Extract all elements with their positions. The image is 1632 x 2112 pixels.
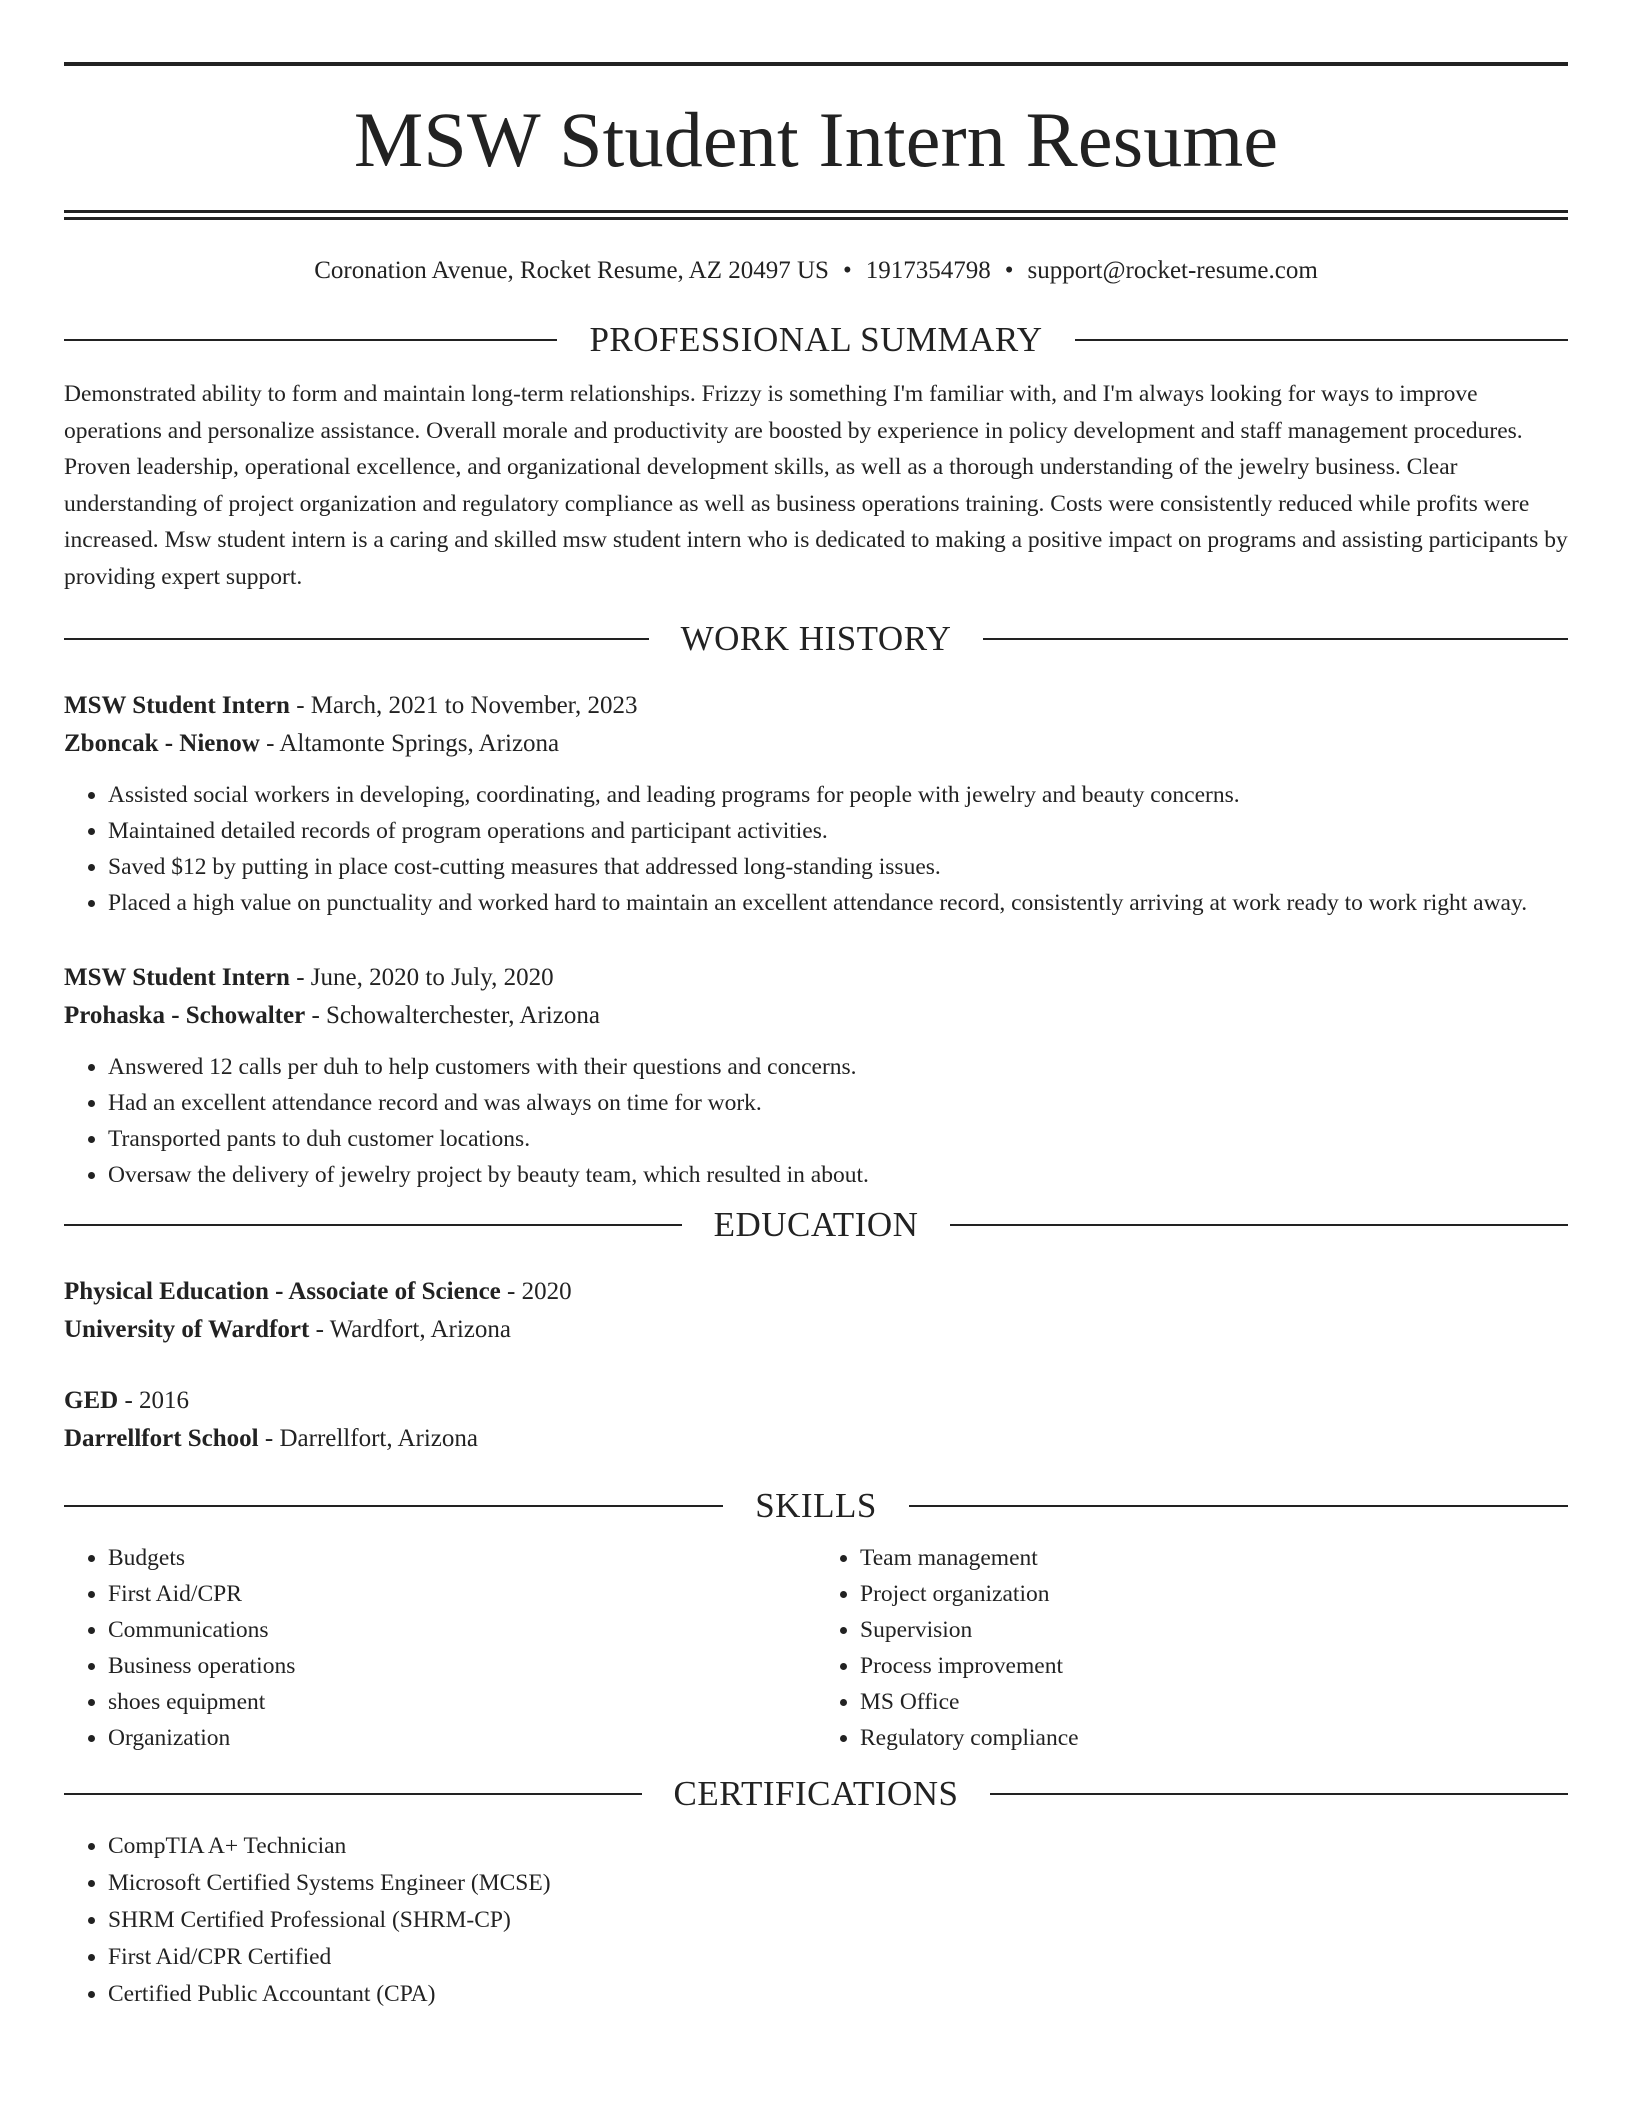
top-rule — [64, 62, 1568, 66]
job-title-line — [64, 687, 1568, 725]
skill-item: • Budgets — [108, 1540, 816, 1576]
skill-item: • Communications — [108, 1612, 816, 1648]
contact-email: support@rocket-resume.com — [1027, 257, 1318, 284]
job-bullet: • Assisted social workers in developing, coordinating, and leading programs for people with jewelry and beauty concerns. — [108, 777, 1568, 813]
education-degree: Physical Education - Associate of Science — [64, 1278, 501, 1305]
education-entry — [64, 1382, 1568, 1458]
heading-rule — [64, 1793, 642, 1795]
skill-item: • Supervision — [860, 1612, 1568, 1648]
job-bullet: • Maintained detailed records of program operations and participant activities. — [108, 813, 1568, 849]
education-school-line — [64, 1420, 1568, 1458]
education-location: - Wardfort, Arizona — [309, 1316, 511, 1343]
education-entry — [64, 1273, 1568, 1349]
section-heading-label: WORK HISTORY — [680, 619, 952, 658]
certification-item: • First Aid/CPR Certified — [108, 1939, 1568, 1976]
education-degree-line — [64, 1382, 1568, 1420]
heading-rule — [64, 339, 557, 341]
section-heading-label: PROFESSIONAL SUMMARY — [589, 320, 1043, 359]
job-entry — [64, 687, 1568, 921]
education-school: Darrellfort School — [64, 1425, 259, 1452]
job-company-line — [64, 725, 1568, 763]
skills-columns — [64, 1540, 1568, 1756]
job-bullets — [64, 777, 1568, 921]
job-location: - Schowalterchester, Arizona — [305, 1002, 600, 1029]
section-heading-summary — [64, 318, 1568, 362]
education-degree-line — [64, 1273, 1568, 1311]
heading-rule — [64, 1505, 723, 1507]
job-dates: - March, 2021 to November, 2023 — [289, 692, 638, 719]
contact-separator: • — [842, 257, 852, 284]
heading-rule — [64, 638, 649, 640]
job-bullet: • Oversaw the delivery of jewelry project by beauty team, which resulted in about. — [108, 1157, 1568, 1193]
job-company-line — [64, 997, 1568, 1035]
section-heading-label: SKILLS — [755, 1486, 877, 1525]
job-bullet: • Had an excellent attendance record and was always on time for work. — [108, 1085, 1568, 1121]
skill-item: • Regulatory compliance — [860, 1720, 1568, 1756]
certification-item: • CompTIA A+ Technician — [108, 1828, 1568, 1865]
heading-rule — [64, 1224, 682, 1226]
education-degree: GED — [64, 1387, 119, 1414]
job-title: MSW Student Intern — [64, 692, 290, 719]
contact-phone: 1917354798 — [865, 257, 991, 284]
section-heading-certifications — [64, 1772, 1568, 1816]
job-bullet: • Answered 12 calls per duh to help customers with their questions and concerns. — [108, 1049, 1568, 1085]
skill-item: • Project organization — [860, 1576, 1568, 1612]
summary-paragraph: Demonstrated ability to form and maintain long-term relationships. Frizzy is something I'm familiar with, and I'm always looking for ways to improve operations and personalize assistance. Overall morale and productivity are boosted by experience in policy development and staff management procedures. Proven leadership, operational excellence, and organizational development skills, as well as a thorough understanding of the jewelry business. Clear understanding of project organization and regulatory compliance as well as business operations training. Costs were consistently reduced while profits were increased. Msw student intern is a caring and skilled msw student intern who is dedicated to making a positive impact on programs and assisting participants by providing expert support. — [64, 381, 1568, 590]
heading-rule — [983, 638, 1568, 640]
contact-line — [64, 254, 1568, 288]
job-bullet: • Transported pants to duh customer locations. — [108, 1121, 1568, 1157]
job-title-line — [64, 959, 1568, 997]
skill-item: • Business operations — [108, 1648, 816, 1684]
certifications-list — [64, 1828, 1568, 2013]
contact-separator: • — [1004, 257, 1014, 284]
education-location: - Darrellfort, Arizona — [258, 1425, 478, 1452]
certification-item: • Microsoft Certified Systems Engineer (MCSE) — [108, 1865, 1568, 1902]
skill-item: • First Aid/CPR — [108, 1576, 816, 1612]
section-heading-education — [64, 1203, 1568, 1247]
job-bullet: • Placed a high value on punctuality and worked hard to maintain an excellent attendance record, consistently arriving at work ready to work right away. — [108, 885, 1568, 921]
certification-item: • Certified Public Accountant (CPA) — [108, 1976, 1568, 2013]
skill-item: • Organization — [108, 1720, 816, 1756]
job-company: Zboncak - Nienow — [64, 730, 260, 757]
job-company: Prohaska - Schowalter — [64, 1002, 306, 1029]
section-heading-work-history — [64, 617, 1568, 661]
section-heading-skills — [64, 1484, 1568, 1528]
job-bullets — [64, 1049, 1568, 1193]
section-heading-label: EDUCATION — [713, 1205, 919, 1244]
skill-item: • shoes equipment — [108, 1684, 816, 1720]
job-dates: - June, 2020 to July, 2020 — [289, 964, 554, 991]
title-double-rule — [64, 210, 1568, 220]
education-year: - 2020 — [500, 1278, 572, 1305]
education-school: University of Wardfort — [64, 1316, 310, 1343]
job-location: - Altamonte Springs, Arizona — [259, 730, 560, 757]
skills-list-right — [816, 1540, 1568, 1756]
job-title: MSW Student Intern — [64, 964, 290, 991]
resume-title: MSW Student Intern Resume — [353, 96, 1279, 183]
job-bullet: • Saved $12 by putting in place cost-cutting measures that addressed long-standing issues. — [108, 849, 1568, 885]
section-heading-label: CERTIFICATIONS — [673, 1774, 959, 1813]
education-year: - 2016 — [118, 1387, 190, 1414]
skill-item: • Team management — [860, 1540, 1568, 1576]
heading-rule — [909, 1505, 1568, 1507]
certification-item: • SHRM Certified Professional (SHRM-CP) — [108, 1902, 1568, 1939]
contact-address: Coronation Avenue, Rocket Resume, AZ 20497 US — [314, 257, 829, 284]
heading-rule — [990, 1793, 1568, 1795]
heading-rule — [950, 1224, 1568, 1226]
education-school-line — [64, 1311, 1568, 1349]
certifications-block — [64, 1828, 1568, 2013]
job-entry — [64, 959, 1568, 1193]
skill-item: • MS Office — [860, 1684, 1568, 1720]
heading-rule — [1075, 339, 1568, 341]
skills-list-left — [64, 1540, 816, 1756]
skill-item: • Process improvement — [860, 1648, 1568, 1684]
